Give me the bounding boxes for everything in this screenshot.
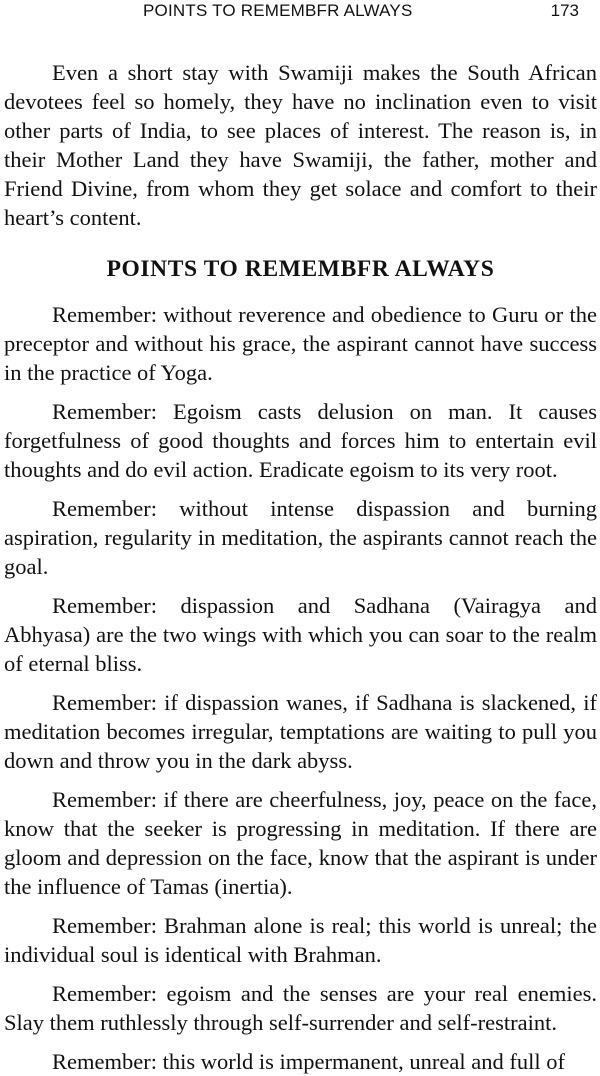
- paragraph-brahman-real: Remember: Brahman alone is real; this world is unreal; the individual soul is identical with Brahman.: [4, 913, 597, 967]
- running-head: [0, 0, 600, 26]
- paragraph-two-wings: Remember: dispassion and Sadhana (Vairagya and Abhyasa) are the two wings with which you can soar to the realm of eternal bliss.: [4, 593, 597, 676]
- intro-paragraph: Even a short stay with Swamiji makes the South African devotees feel so homely, they have no inclination even to visit other parts of India, to see places of interest. The reason is, in their Mother Land they have Swamiji, the father, mother and Friend Divine, from whom they get solace and comfort to their heart’s content.: [4, 60, 597, 230]
- section-heading: POINTS TO REMEMBFR ALWAYS: [106, 256, 495, 282]
- paragraph-guru-grace: Remember: without reverence and obedience to Guru or the preceptor and without his grace, the aspirant cannot have success in the practice of Yoga.: [4, 302, 597, 385]
- page-number: 173: [550, 1, 579, 20]
- paragraph-egoism-delusion: Remember: Egoism casts delusion on man. It causes forgetfulness of good thoughts and forces him to entertain evil thoughts and do evil action. Eradicate egoism to its very root.: [4, 399, 597, 482]
- paragraph-dispassion-aspiration: Remember: without intense dispassion and burning aspiration, regularity in meditation, the aspirants cannot reach the goal.: [4, 496, 597, 579]
- body-text: [4, 58, 597, 1076]
- paragraph-real-enemies: Remember: egoism and the senses are your real enemies. Slay them ruthlessly through self-surrender and self-restraint.: [4, 981, 597, 1035]
- running-head-title: POINTS TO REMEMBFR ALWAYS: [143, 1, 413, 20]
- paragraph-world-impermanent: Remember: this world is impermanent, unreal and full of: [52, 1049, 565, 1074]
- paragraph-temptations: Remember: if dispassion wanes, if Sadhana is slackened, if meditation becomes irregular, temptations are waiting to pull you down and throw you in the dark abyss.: [4, 690, 597, 773]
- paragraph-progress-signs: Remember: if there are cheerfulness, joy, peace on the face, know that the seeker is progressing in meditation. If there are gloom and depression on the face, know that the aspirant is under the influence of Tamas (inertia).: [4, 787, 597, 899]
